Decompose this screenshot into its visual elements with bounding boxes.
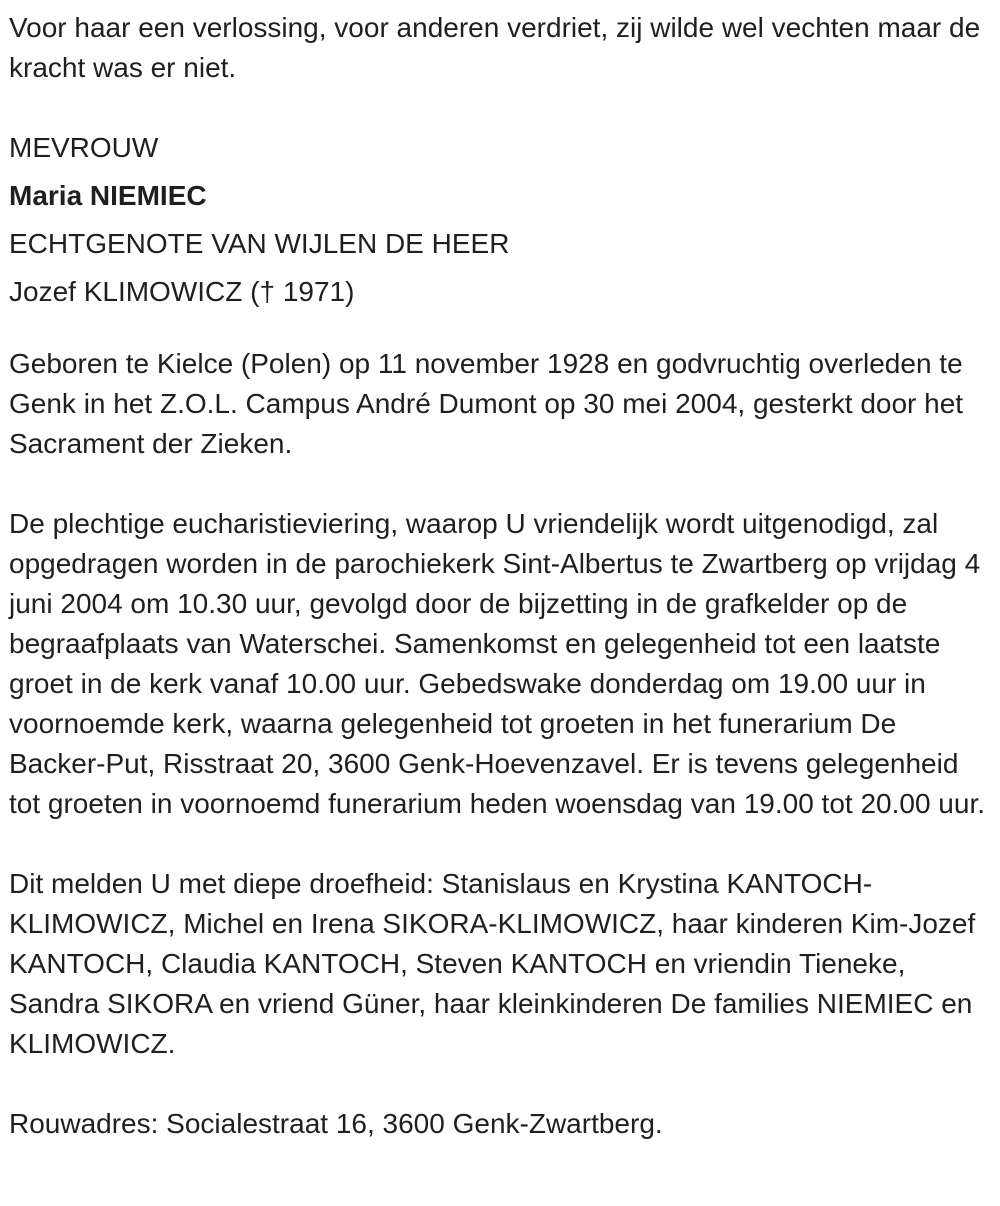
deceased-name: Maria NIEMIEC	[9, 180, 207, 211]
salutation: MEVROUW	[9, 132, 159, 163]
service-paragraph: De plechtige eucharistieviering, waarop U vriendelijk wordt uitgenodigd, zal opgedragen worden in de parochiekerk Sint-Albertus te Zwartberg op vrijdag 4 juni 2004 om 10.30 uur, gevolgd door de bijzetting in de grafkelder op de begraafplaats van Waterschei. Samenkomst en gelegenheid tot een laatste groet in de kerk vanaf 10.00 uur. Gebedswake donderdag om 19.00 uur in voornoemde kerk, waarna gelegenheid tot groeten in het funerarium De Backer-Put, Risstraat 20, 3600 Genk-Hoevenzavel. Er is tevens gelegenheid tot groeten in voornoemd funerarium heden woensdag van 19.00 tot 20.00 uur.	[9, 508, 986, 819]
relation-line: ECHTGENOTE VAN WIJLEN DE HEER	[9, 228, 510, 259]
mourning-address: Rouwadres: Socialestraat 16, 3600 Genk-Zwartberg.	[9, 1108, 663, 1139]
birth-death-paragraph: Geboren te Kielce (Polen) op 11 november 1928 en godvruchtig overleden te Genk in het Z.O.L. Campus André Dumont op 30 mei 2004, gesterkt door het Sacrament der Zieken.	[9, 348, 964, 459]
spouse-line: Jozef KLIMOWICZ († 1971)	[9, 276, 355, 307]
family-paragraph: Dit melden U met diepe droefheid: Stanislaus en Krystina KANTOCH-KLIMOWICZ, Michel en Irena SIKORA-KLIMOWICZ, haar kinderen Kim-Jozef KANTOCH, Claudia KANTOCH, Steven KANTOCH en vriendin Tieneke, Sandra SIKORA en vriend Güner, haar kleinkinderen De families NIEMIEC en KLIMOWICZ.	[9, 868, 976, 1059]
deceased-header	[9, 128, 994, 312]
intro-verse: Voor haar een verlossing, voor anderen verdriet, zij wilde wel vechten maar de kracht was er niet.	[9, 12, 981, 83]
